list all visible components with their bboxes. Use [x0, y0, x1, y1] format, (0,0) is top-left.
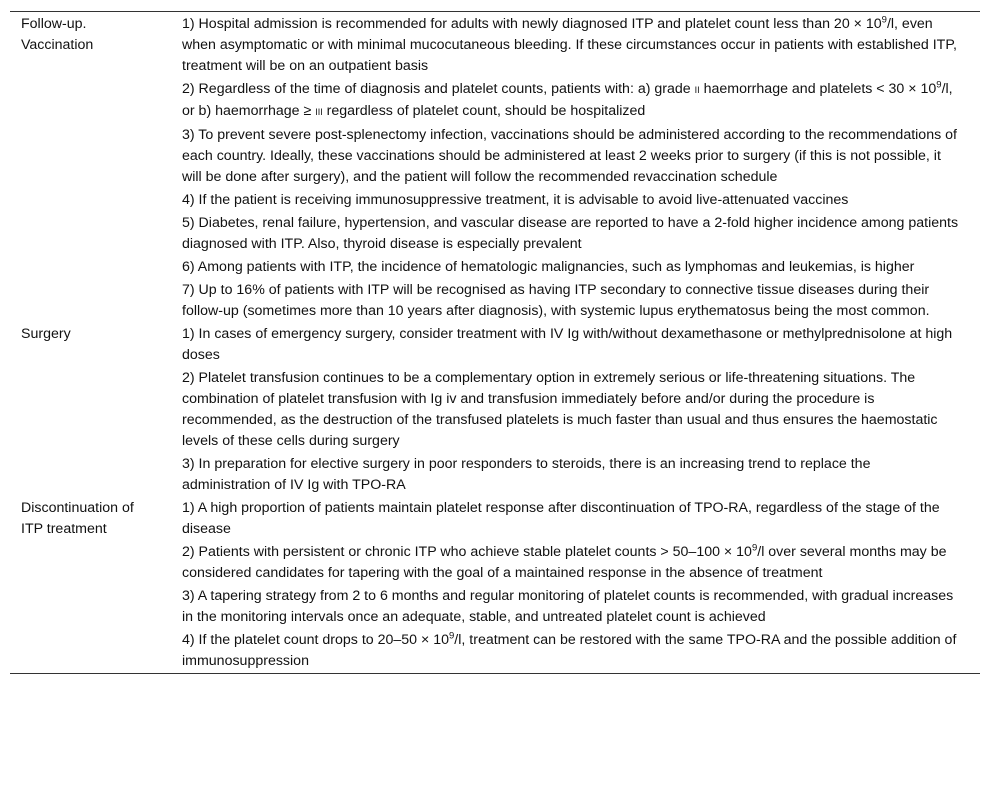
item-list [158, 323, 980, 497]
list-item: 3) To prevent severe post-splenectomy infection, vaccinations should be administered according to the recommendations of each country. Ideally, these vaccinations should be administered at least 2 weeks prior to surgery (if this is not possible, it will be done after surgery), and the patient will follow the recommended revaccination schedule [182, 127, 957, 185]
list-item: 1) A high proportion of patients maintain platelet response after discontinuation of TPO-RA, regardless of the stage of the disease [182, 500, 940, 537]
list-item: 2) Patients with persistent or chronic ITP who achieve stable platelet counts > $50-100 \times 10^9/l$ over several months may be considered candidates for tapering with the goal of a maintained response in the absence of treatment [182, 542, 947, 581]
list-item: 6) Among patients with ITP, the incidence of hematologic malignancies, such as lymphomas and leukemias, is higher [182, 259, 915, 275]
recommendations-table [10, 11, 980, 674]
list-item: 5) Diabetes, renal failure, hypertension, and vascular disease are reported to have a 2-fold higher incidence among patients diagnosed with ITP. Also, thyroid disease is especially prevalent [182, 215, 959, 252]
table-section-follow-up [10, 12, 980, 323]
item-list [141, 497, 980, 673]
list-item: 4) If the patient is receiving immunosuppressive treatment, it is advisable to avoid live-attenuated vaccines [182, 192, 849, 208]
list-item: 3) A tapering strategy from 2 to 6 months and regular monitoring of platelet counts is recommended, with gradual increases in the monitoring intervals once an adequate, stable, and untreated platelet count is achieved [182, 588, 954, 625]
list-item: 7) Up to 16% of patients with ITP will be recognised as having ITP secondary to connective tissue diseases during their follow-up (sometimes more than 10 years after diagnosis), with systemic lupus erythematosus being the most common. [182, 282, 930, 319]
table-section-discontinuation [10, 497, 980, 673]
list-item: 3) In preparation for elective surgery in poor responders to steroids, there is an increasing trend to replace the administration of IV Ig with TPO-RA [182, 456, 871, 493]
table-section-surgery [10, 323, 980, 497]
list-item: 4) If the platelet count drops to $20-50 \times 10^9/l$, treatment can be restored with the same TPO-RA and the possible addition of immunosuppression [182, 630, 957, 669]
category-label: Follow-up. Vaccination [21, 16, 94, 53]
category-label: Discontinuation of ITP treatment [21, 500, 134, 537]
list-item: 1) Hospital admission is recommended for adults with newly diagnosed ITP and platelet count less than $20 \times 10^9/l$, even when asymptomatic or with minimal mucocutaneous bleeding. If these circumstances occur in patients with established ITP, treatment will be on an outpatient basis [182, 14, 957, 74]
category-label: Surgery [21, 326, 71, 342]
list-item: 2) Regardless of the time of diagnosis and platelet counts, patients with: a) grade II haemorrhage and platelets < $30 \times 10^9/l$, or b) haemorrhage ≥ III regardless of platelet count, should be hospitalized [182, 79, 953, 119]
list-item: 1) In cases of emergency surgery, consider treatment with IV Ig with/without dexamethasone or methylprednisolone at high doses [182, 326, 953, 363]
item-list [158, 12, 980, 323]
list-item: 2) Platelet transfusion continues to be a complementary option in extremely serious or life-threatening situations. The combination of platelet transfusion with Ig iv and transfusion immediately before and/or during the procedure is recommended, as the destruction of the transfused platelets is much faster than usual and thus ensures the haemostatic levels of these cells during surgery [182, 370, 938, 449]
